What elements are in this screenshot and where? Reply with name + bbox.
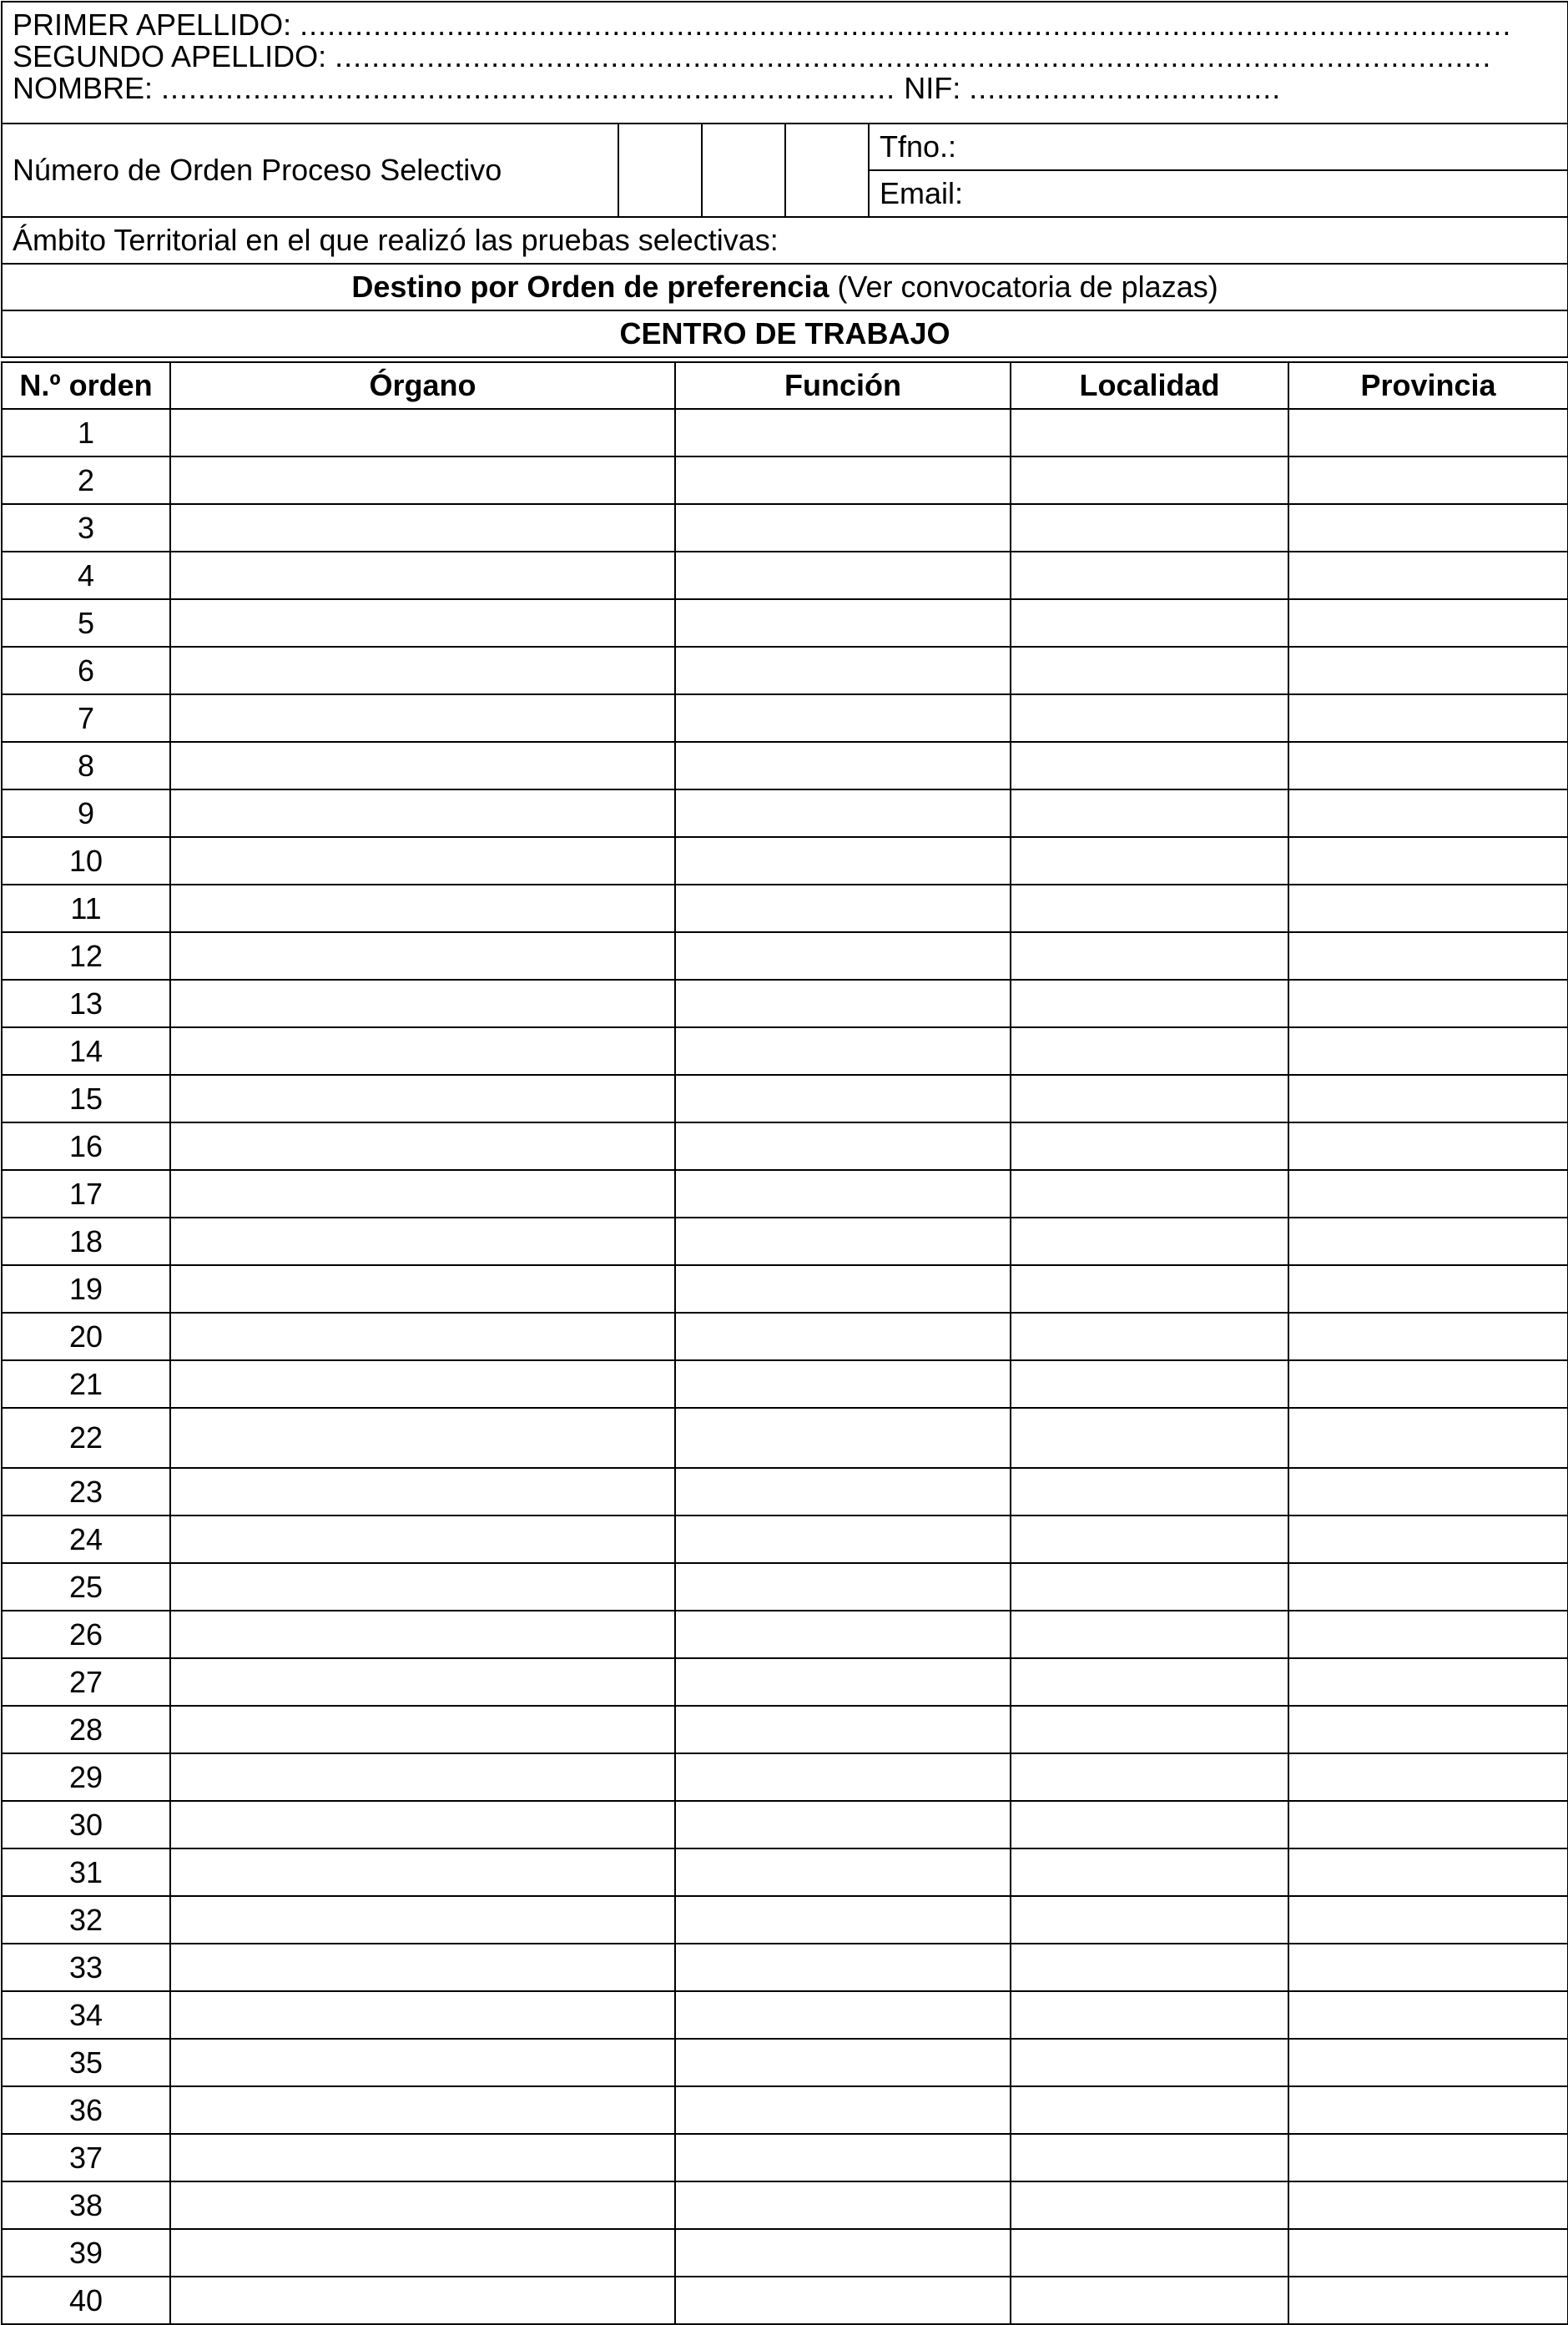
provincia-cell[interactable]: [1288, 552, 1568, 599]
localidad-cell[interactable]: [1011, 2181, 1288, 2229]
row-number: 12: [2, 932, 170, 980]
table-row: [2, 1848, 1568, 1896]
organo-cell[interactable]: [170, 1658, 675, 1706]
table-row: [2, 1408, 1568, 1468]
row-number: 25: [2, 1563, 170, 1611]
row-number: 21: [2, 1360, 170, 1408]
localidad-cell[interactable]: [1011, 1801, 1288, 1848]
funcion-cell[interactable]: [675, 1408, 1011, 1468]
organo-cell[interactable]: [170, 2277, 675, 2324]
primer-apellido-line[interactable]: [13, 9, 1557, 41]
provincia-cell[interactable]: [1288, 1801, 1568, 1848]
provincia-cell[interactable]: [1288, 1265, 1568, 1313]
row-number: 29: [2, 1753, 170, 1801]
funcion-cell[interactable]: [675, 2134, 1011, 2181]
row-number: 3: [2, 504, 170, 552]
preference-form: [1, 1, 1567, 2325]
preferences-table: [1, 361, 1568, 2325]
primer-apellido-label: PRIMER APELLIDO:: [13, 9, 292, 41]
organo-cell[interactable]: [170, 409, 675, 456]
nombre-label: NOMBRE:: [13, 73, 154, 104]
row-number: 39: [2, 2229, 170, 2277]
table-row: [2, 1611, 1568, 1658]
table-row: [2, 1360, 1568, 1408]
organo-cell[interactable]: [170, 1122, 675, 1170]
funcion-cell[interactable]: [675, 1991, 1011, 2039]
provincia-cell[interactable]: [1288, 1218, 1568, 1265]
order-process-label: Número de Orden Proceso Selectivo: [2, 124, 618, 217]
funcion-cell[interactable]: [675, 1122, 1011, 1170]
identification-block: [2, 2, 1568, 124]
localidad-cell[interactable]: [1011, 1122, 1288, 1170]
funcion-cell[interactable]: [675, 552, 1011, 599]
provincia-cell[interactable]: [1288, 1753, 1568, 1801]
localidad-cell[interactable]: [1011, 409, 1288, 456]
provincia-cell[interactable]: [1288, 1075, 1568, 1122]
funcion-cell[interactable]: [675, 1848, 1011, 1896]
localidad-cell[interactable]: [1011, 2039, 1288, 2086]
organo-cell[interactable]: [170, 1706, 675, 1753]
row-number: 37: [2, 2134, 170, 2181]
organo-cell[interactable]: [170, 1027, 675, 1075]
centro-trabajo-title: CENTRO DE TRABAJO: [2, 310, 1568, 357]
table-row: [2, 980, 1568, 1027]
territorial-scope-label: Ámbito Territorial en el que realizó las pruebas selectivas:: [13, 223, 779, 257]
row-number: 15: [2, 1075, 170, 1122]
nif-field[interactable]: ..................................: [969, 73, 1282, 104]
row-number: 27: [2, 1658, 170, 1706]
localidad-cell[interactable]: [1011, 1706, 1288, 1753]
row-number: 36: [2, 2086, 170, 2134]
table-row: [2, 1468, 1568, 1516]
column-header-organo: Órgano: [170, 362, 675, 409]
header-table: [1, 1, 1568, 358]
provincia-cell[interactable]: [1288, 1170, 1568, 1218]
organo-cell[interactable]: [170, 2086, 675, 2134]
row-number: 1: [2, 409, 170, 456]
provincia-cell[interactable]: [1288, 1408, 1568, 1468]
table-row: [2, 1658, 1568, 1706]
row-number: 19: [2, 1265, 170, 1313]
row-number: 23: [2, 1468, 170, 1516]
row-number: 24: [2, 1516, 170, 1563]
organo-cell[interactable]: [170, 647, 675, 694]
destino-note: (Ver convocatoria de plazas): [829, 270, 1218, 304]
organo-cell[interactable]: [170, 1075, 675, 1122]
provincia-cell[interactable]: [1288, 456, 1568, 504]
localidad-cell[interactable]: [1011, 1313, 1288, 1360]
provincia-cell[interactable]: [1288, 1706, 1568, 1753]
funcion-cell[interactable]: [675, 1801, 1011, 1848]
table-row: [2, 1075, 1568, 1122]
localidad-cell[interactable]: [1011, 1218, 1288, 1265]
order-digit-box-2[interactable]: [702, 124, 785, 217]
localidad-cell[interactable]: [1011, 1848, 1288, 1896]
organo-cell[interactable]: [170, 1408, 675, 1468]
table-row: [2, 647, 1568, 694]
localidad-cell[interactable]: [1011, 742, 1288, 789]
table-row: [2, 1122, 1568, 1170]
organo-cell[interactable]: [170, 1265, 675, 1313]
territorial-scope-field[interactable]: [2, 217, 1568, 264]
provincia-cell[interactable]: [1288, 2134, 1568, 2181]
table-row: [2, 1944, 1568, 1991]
provincia-cell[interactable]: [1288, 694, 1568, 742]
funcion-cell[interactable]: [675, 1027, 1011, 1075]
localidad-cell[interactable]: [1011, 504, 1288, 552]
funcion-cell[interactable]: [675, 2277, 1011, 2324]
row-number: 9: [2, 789, 170, 837]
table-row: [2, 1170, 1568, 1218]
localidad-cell[interactable]: [1011, 1075, 1288, 1122]
funcion-cell[interactable]: [675, 885, 1011, 932]
funcion-cell[interactable]: [675, 1944, 1011, 1991]
provincia-cell[interactable]: [1288, 1611, 1568, 1658]
funcion-cell[interactable]: [675, 1468, 1011, 1516]
table-row: [2, 1027, 1568, 1075]
funcion-cell[interactable]: [675, 1896, 1011, 1944]
localidad-cell[interactable]: [1011, 932, 1288, 980]
order-digit-box-1[interactable]: [618, 124, 702, 217]
funcion-cell[interactable]: [675, 932, 1011, 980]
localidad-cell[interactable]: [1011, 1516, 1288, 1563]
row-number: 17: [2, 1170, 170, 1218]
organo-cell[interactable]: [170, 1313, 675, 1360]
primer-apellido-field[interactable]: ....................................................................................................................................: [300, 9, 1512, 41]
localidad-cell[interactable]: [1011, 1170, 1288, 1218]
email-field[interactable]: [869, 170, 1568, 217]
organo-cell[interactable]: [170, 1801, 675, 1848]
localidad-cell[interactable]: [1011, 789, 1288, 837]
localidad-cell[interactable]: [1011, 1611, 1288, 1658]
funcion-cell[interactable]: [675, 599, 1011, 647]
provincia-cell[interactable]: [1288, 1991, 1568, 2039]
segundo-apellido-field[interactable]: ..............................................................................................................................: [335, 41, 1492, 73]
localidad-cell[interactable]: [1011, 2229, 1288, 2277]
provincia-cell[interactable]: [1288, 789, 1568, 837]
organo-cell[interactable]: [170, 694, 675, 742]
funcion-cell[interactable]: [675, 837, 1011, 885]
row-number: 34: [2, 1991, 170, 2039]
provincia-cell[interactable]: [1288, 980, 1568, 1027]
localidad-cell[interactable]: [1011, 1408, 1288, 1468]
email-label: Email:: [880, 176, 964, 210]
table-row: [2, 2181, 1568, 2229]
funcion-cell[interactable]: [675, 1075, 1011, 1122]
localidad-cell[interactable]: [1011, 885, 1288, 932]
provincia-cell[interactable]: [1288, 1516, 1568, 1563]
organo-cell[interactable]: [170, 1896, 675, 1944]
row-number: 4: [2, 552, 170, 599]
provincia-cell[interactable]: [1288, 1563, 1568, 1611]
localidad-cell[interactable]: [1011, 1658, 1288, 1706]
organo-cell[interactable]: [170, 1611, 675, 1658]
organo-cell[interactable]: [170, 2181, 675, 2229]
funcion-cell[interactable]: [675, 694, 1011, 742]
table-row: [2, 1563, 1568, 1611]
table-row: [2, 1706, 1568, 1753]
nombre-nif-line: [13, 73, 1557, 104]
provincia-cell[interactable]: [1288, 1027, 1568, 1075]
row-number: 28: [2, 1706, 170, 1753]
provincia-cell[interactable]: [1288, 885, 1568, 932]
row-number: 26: [2, 1611, 170, 1658]
provincia-cell[interactable]: [1288, 2277, 1568, 2324]
provincia-cell[interactable]: [1288, 2229, 1568, 2277]
phone-field[interactable]: [869, 124, 1568, 170]
row-number: 40: [2, 2277, 170, 2324]
row-number: 8: [2, 742, 170, 789]
localidad-cell[interactable]: [1011, 552, 1288, 599]
destino-heading: [2, 264, 1568, 310]
row-number: 33: [2, 1944, 170, 1991]
localidad-cell[interactable]: [1011, 1753, 1288, 1801]
row-number: 10: [2, 837, 170, 885]
localidad-cell[interactable]: [1011, 456, 1288, 504]
funcion-cell[interactable]: [675, 1360, 1011, 1408]
organo-cell[interactable]: [170, 932, 675, 980]
organo-cell[interactable]: [170, 1991, 675, 2039]
table-row: [2, 885, 1568, 932]
phone-label: Tfno.:: [880, 129, 957, 164]
localidad-cell[interactable]: [1011, 1991, 1288, 2039]
row-number: 11: [2, 885, 170, 932]
row-number: 31: [2, 1848, 170, 1896]
destino-bold-text: Destino por Orden de preferencia: [351, 270, 829, 304]
table-row: [2, 2134, 1568, 2181]
row-number: 30: [2, 1801, 170, 1848]
funcion-cell[interactable]: [675, 1516, 1011, 1563]
funcion-cell[interactable]: [675, 2086, 1011, 2134]
localidad-cell[interactable]: [1011, 837, 1288, 885]
provincia-cell[interactable]: [1288, 1360, 1568, 1408]
provincia-cell[interactable]: [1288, 1896, 1568, 1944]
table-row: [2, 1801, 1568, 1848]
row-number: 6: [2, 647, 170, 694]
row-number: 2: [2, 456, 170, 504]
funcion-cell[interactable]: [675, 2181, 1011, 2229]
table-row: [2, 789, 1568, 837]
row-number: 38: [2, 2181, 170, 2229]
provincia-cell[interactable]: [1288, 837, 1568, 885]
organo-cell[interactable]: [170, 980, 675, 1027]
row-number: 13: [2, 980, 170, 1027]
localidad-cell[interactable]: [1011, 1360, 1288, 1408]
table-row: [2, 409, 1568, 456]
organo-cell[interactable]: [170, 789, 675, 837]
funcion-cell[interactable]: [675, 504, 1011, 552]
organo-cell[interactable]: [170, 1944, 675, 1991]
table-row: [2, 1218, 1568, 1265]
column-header-orden: N.º orden: [2, 362, 170, 409]
table-row: [2, 1753, 1568, 1801]
table-row: [2, 932, 1568, 980]
provincia-cell[interactable]: [1288, 647, 1568, 694]
localidad-cell[interactable]: [1011, 980, 1288, 1027]
column-header-provincia: Provincia: [1288, 362, 1568, 409]
organo-cell[interactable]: [170, 885, 675, 932]
organo-cell[interactable]: [170, 504, 675, 552]
localidad-cell[interactable]: [1011, 2134, 1288, 2181]
localidad-cell[interactable]: [1011, 2277, 1288, 2324]
organo-cell[interactable]: [170, 456, 675, 504]
table-row: [2, 694, 1568, 742]
table-row: [2, 2039, 1568, 2086]
funcion-cell[interactable]: [675, 456, 1011, 504]
column-header-localidad: Localidad: [1011, 362, 1288, 409]
provincia-cell[interactable]: [1288, 2039, 1568, 2086]
row-number: 22: [2, 1408, 170, 1468]
provincia-cell[interactable]: [1288, 1122, 1568, 1170]
localidad-cell[interactable]: [1011, 1468, 1288, 1516]
table-row: [2, 2277, 1568, 2324]
organo-cell[interactable]: [170, 1360, 675, 1408]
row-number: 7: [2, 694, 170, 742]
funcion-cell[interactable]: [675, 1658, 1011, 1706]
segundo-apellido-line[interactable]: [13, 41, 1557, 73]
row-number: 5: [2, 599, 170, 647]
table-row: [2, 504, 1568, 552]
segundo-apellido-label: SEGUNDO APELLIDO:: [13, 41, 327, 73]
organo-cell[interactable]: [170, 2039, 675, 2086]
localidad-cell[interactable]: [1011, 599, 1288, 647]
organo-cell[interactable]: [170, 2134, 675, 2181]
funcion-cell[interactable]: [675, 1563, 1011, 1611]
funcion-cell[interactable]: [675, 1170, 1011, 1218]
organo-cell[interactable]: [170, 2229, 675, 2277]
organo-cell[interactable]: [170, 1218, 675, 1265]
table-row: [2, 1516, 1568, 1563]
funcion-cell[interactable]: [675, 409, 1011, 456]
organo-cell[interactable]: [170, 1170, 675, 1218]
provincia-cell[interactable]: [1288, 1468, 1568, 1516]
provincia-cell[interactable]: [1288, 504, 1568, 552]
row-number: 16: [2, 1122, 170, 1170]
funcion-cell[interactable]: [675, 1218, 1011, 1265]
provincia-cell[interactable]: [1288, 1658, 1568, 1706]
provincia-cell[interactable]: [1288, 1944, 1568, 1991]
nif-label: NIF:: [904, 73, 961, 104]
funcion-cell[interactable]: [675, 2039, 1011, 2086]
row-number: 20: [2, 1313, 170, 1360]
funcion-cell[interactable]: [675, 2229, 1011, 2277]
table-row: [2, 599, 1568, 647]
localidad-cell[interactable]: [1011, 1944, 1288, 1991]
row-number: 18: [2, 1218, 170, 1265]
table-row: [2, 1265, 1568, 1313]
row-number: 35: [2, 2039, 170, 2086]
table-row: [2, 552, 1568, 599]
funcion-cell[interactable]: [675, 647, 1011, 694]
table-row: [2, 1896, 1568, 1944]
table-row: [2, 742, 1568, 789]
funcion-cell[interactable]: [675, 1706, 1011, 1753]
organo-cell[interactable]: [170, 1563, 675, 1611]
organo-cell[interactable]: [170, 837, 675, 885]
localidad-cell[interactable]: [1011, 2086, 1288, 2134]
order-digit-box-3[interactable]: [785, 124, 869, 217]
column-header-funcion: Función: [675, 362, 1011, 409]
organo-cell[interactable]: [170, 552, 675, 599]
organo-cell[interactable]: [170, 742, 675, 789]
table-header-row: [2, 362, 1568, 409]
organo-cell[interactable]: [170, 1468, 675, 1516]
localidad-cell[interactable]: [1011, 647, 1288, 694]
funcion-cell[interactable]: [675, 1265, 1011, 1313]
nombre-field[interactable]: ................................................................................: [161, 73, 896, 104]
localidad-cell[interactable]: [1011, 694, 1288, 742]
organo-cell[interactable]: [170, 1848, 675, 1896]
localidad-cell[interactable]: [1011, 1265, 1288, 1313]
organo-cell[interactable]: [170, 1753, 675, 1801]
row-number: 14: [2, 1027, 170, 1075]
table-row: [2, 1991, 1568, 2039]
localidad-cell[interactable]: [1011, 1896, 1288, 1944]
provincia-cell[interactable]: [1288, 1313, 1568, 1360]
organo-cell[interactable]: [170, 599, 675, 647]
provincia-cell[interactable]: [1288, 742, 1568, 789]
provincia-cell[interactable]: [1288, 932, 1568, 980]
funcion-cell[interactable]: [675, 1313, 1011, 1360]
organo-cell[interactable]: [170, 1516, 675, 1563]
provincia-cell[interactable]: [1288, 2181, 1568, 2229]
provincia-cell[interactable]: [1288, 409, 1568, 456]
provincia-cell[interactable]: [1288, 599, 1568, 647]
localidad-cell[interactable]: [1011, 1563, 1288, 1611]
funcion-cell[interactable]: [675, 980, 1011, 1027]
funcion-cell[interactable]: [675, 789, 1011, 837]
row-number: 32: [2, 1896, 170, 1944]
funcion-cell[interactable]: [675, 1753, 1011, 1801]
table-row: [2, 456, 1568, 504]
provincia-cell[interactable]: [1288, 1848, 1568, 1896]
funcion-cell[interactable]: [675, 1611, 1011, 1658]
localidad-cell[interactable]: [1011, 1027, 1288, 1075]
table-row: [2, 1313, 1568, 1360]
table-row: [2, 2229, 1568, 2277]
provincia-cell[interactable]: [1288, 2086, 1568, 2134]
funcion-cell[interactable]: [675, 742, 1011, 789]
table-row: [2, 2086, 1568, 2134]
table-row: [2, 837, 1568, 885]
